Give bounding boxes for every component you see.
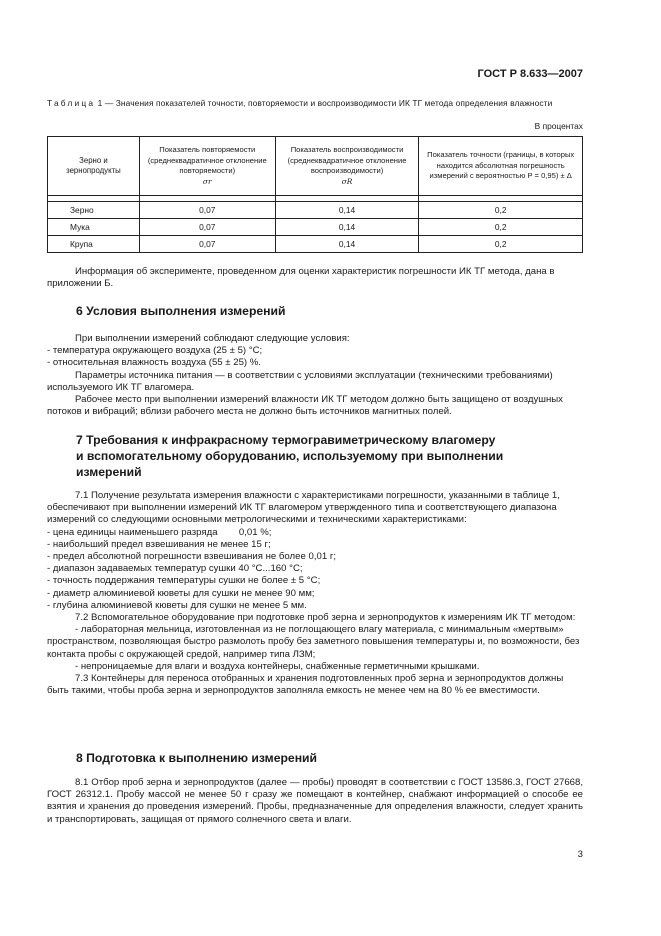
spec-item: - диаметр алюминиевой кюветы для сушки не менее 90 мм; — [47, 587, 315, 599]
equipment-containers: - непроницаемые для влаги и воздуха контейнеры, снабженные герметичными крышками. — [75, 660, 480, 672]
condition-item: - относительная влажность воздуха (55 ± 25) %. — [47, 357, 261, 369]
sigma-r-symbol: σr — [202, 176, 212, 186]
section-6-intro: При выполнении измерений соблюдают следующие условия: — [75, 333, 350, 344]
row-name: Мука — [48, 219, 140, 236]
section-8-heading: 8 Подготовка к выполнению измерений — [76, 751, 318, 765]
cell-repeatability: 0,07 — [139, 202, 275, 219]
cell-accuracy: 0,2 — [419, 219, 583, 236]
cell-reproducibility: 0,14 — [275, 202, 419, 219]
row-name: Зерно — [48, 202, 140, 219]
column-header-reproducibility: Показатель воспроизводимости (среднеквадратичное отклонение воспроизводимости) σR — [275, 137, 419, 196]
column-header-product: Зерно и зернопродукты — [48, 137, 140, 196]
cell-accuracy: 0,2 — [419, 236, 583, 253]
row-name: Крупа — [48, 236, 140, 253]
table-caption-label: Таблица — [47, 98, 96, 108]
table-row — [48, 202, 583, 219]
table-caption-text: 1 — Значения показателей точности, повторяемости и воспроизводимости ИК ТГ метода определения влажности — [95, 98, 553, 108]
power-supply-paragraph: Параметры источника питания — в соответствии с условиями эксплуатации (техническими требованиями) используемого ИК ТГ влагомера. — [47, 369, 553, 393]
table-row — [48, 219, 583, 236]
clause-7-3: 7.3 Контейнеры для переноса отобранных и хранения подготовленных проб зерна и зернопродуктов должны быть такими, чтобы проба зерна и зернопродуктов заполняла емкость не менее чем на 80 % ее вместимости. — [47, 673, 564, 697]
table-unit: В процентах — [534, 121, 583, 131]
workplace-paragraph: Рабочее место при выполнении измерений влажности ИК ТГ методом должно быть защищено от воздушных потоков и вибраций; вблизи рабочего места не должно быть источников магнитных полей. — [47, 394, 563, 418]
cell-accuracy: 0,2 — [419, 202, 583, 219]
section-8-body — [47, 777, 583, 826]
spec-item: - глубина алюминиевой кюветы для сушки не менее 5 мм. — [47, 599, 307, 611]
page-number: 3 — [577, 849, 583, 860]
cell-reproducibility: 0,14 — [275, 219, 419, 236]
clause-7-2: 7.2 Вспомогательное оборудование при подготовке проб зерна и зернопродуктов к измерениям ИК ТГ методом: — [75, 612, 576, 624]
equipment-mill: - лабораторная мельница, изготовленная из не поглощающего влагу материала, с минимальным «мертвым» пространством, позволяющая быстро размолоть пробу без заметного повышения температуры и, по возможности, без контакта пробы с окружающей средой, например типа ЛЗМ; — [47, 624, 580, 660]
clause-8-1: 8.1 Отбор проб зерна и зернопродуктов (далее — пробы) проводят в соответствии с ГОСТ 13586.3, ГОСТ 27668, ГОСТ 26312.1. Пробу массой не менее 50 г сразу же помещают в контейнер, снабжают информацией о способе ее взятия и хранения до проведения измерений. Пробы, предназначенные для определения влажности, следует хранить и транспортировать, защищая от прямого солнечного света и влаги. — [47, 777, 583, 825]
column-header-repeatability: Показатель повторяемости (среднеквадратичное отклонение повторяемости) σr — [139, 137, 275, 196]
section-6-heading: 6 Условия выполнения измерений — [76, 304, 286, 318]
cell-reproducibility: 0,14 — [275, 236, 419, 253]
spec-item: - наибольший предел взвешивания не менее 15 г; — [47, 538, 271, 550]
section-6-body — [47, 333, 583, 418]
section-7-heading: 7 Требования к инфракрасному термогравиметрическому влагомеру и вспомогательному оборудованию, используемому при выполнении измерений — [76, 433, 504, 479]
column-header-accuracy: Показатель точности (границы, в которых находится абсолютная погрешность измерений с вероятностью P = 0,95) ± Δ — [419, 137, 583, 196]
spec-item: - цена единицы наименьшего разряда 0,01 %; — [47, 526, 272, 538]
table-caption — [47, 97, 583, 109]
clause-7-1: 7.1 Получение результата измерения влажности с характеристиками погрешности, указанными в таблице 1, обеспечивают при выполнении измерений ИК ТГ влагомером утвержденного типа и соответствующего диапазона измерений со следующими основными метрологическими и техническими характеристиками: — [47, 490, 560, 526]
cell-repeatability: 0,07 — [139, 219, 275, 236]
table-header-row — [48, 137, 583, 196]
spec-item: - предел абсолютной погрешности взвешивания не более 0,01 г; — [47, 551, 336, 563]
spec-item: - диапазон задаваемых температур сушки 40 °С...160 °С; — [47, 563, 303, 575]
section-7-body — [47, 490, 583, 697]
table-row — [48, 236, 583, 253]
info-paragraph: Информация об эксперименте, проведенном для оценки характеристик погрешности ИК ТГ метода, дана в приложении Б. — [47, 266, 555, 290]
condition-item: - температура окружающего воздуха (25 ± 5) °С; — [47, 345, 263, 357]
document-code: ГОСТ Р 8.633—2007 — [477, 68, 583, 80]
spec-item: - точность поддержания температуры сушки не более ± 5 °С; — [47, 575, 321, 587]
sigma-R-symbol: σR — [341, 176, 353, 186]
cell-repeatability: 0,07 — [139, 236, 275, 253]
accuracy-table — [47, 136, 583, 253]
